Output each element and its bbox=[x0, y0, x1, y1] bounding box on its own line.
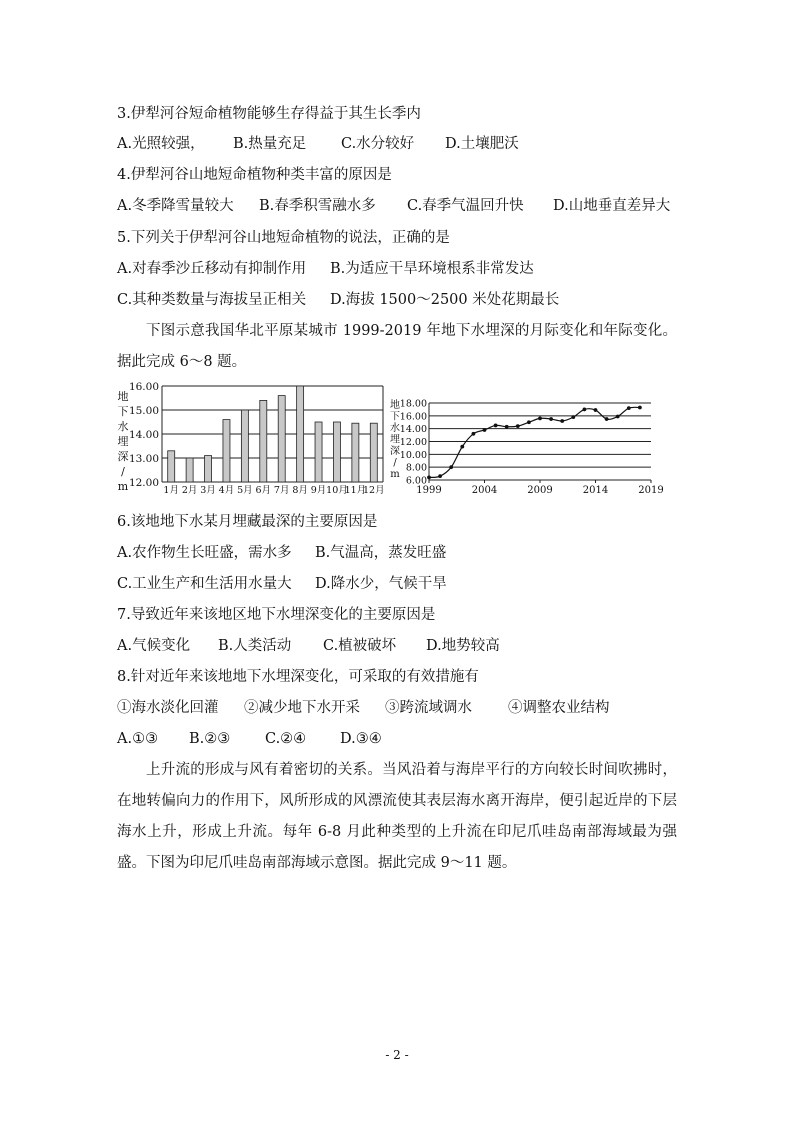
bar-y-tick-2: 14.00 bbox=[128, 429, 159, 441]
bar-x-label-3: 3月 bbox=[200, 485, 216, 496]
bar-y-axis-label-char-0: 地 bbox=[117, 390, 129, 403]
q3-option-b: B.热量充足 bbox=[233, 136, 307, 152]
q4-option-c: C.春季气温回升快 bbox=[407, 198, 524, 214]
q5-option-b: B.为适应干旱环境根系非常发达 bbox=[330, 261, 534, 277]
q8-option-b: B.②③ bbox=[189, 731, 231, 747]
line-point-2009 bbox=[538, 417, 542, 421]
bar-8 bbox=[297, 386, 304, 482]
bar-11 bbox=[352, 423, 359, 482]
q7-option-c: C.植被破坏 bbox=[323, 638, 397, 654]
q8-option-d: D.③④ bbox=[340, 731, 382, 747]
line-y-axis-label-char-1: 下 bbox=[390, 411, 400, 423]
bar-y-axis-label-char-2: 水 bbox=[117, 420, 129, 433]
line-x-tick-4: 2019 bbox=[638, 485, 664, 496]
bar-x-label-9: 9月 bbox=[310, 485, 327, 496]
page-number: - 2 - bbox=[385, 1048, 409, 1062]
line-point-2012 bbox=[571, 415, 575, 419]
line-y-axis-label-char-6: m bbox=[390, 469, 400, 480]
question-7-stem: 7.导致近年来该地区地下水埋深变化的主要原因是 bbox=[117, 607, 436, 623]
bar-y-tick-4: 16.00 bbox=[128, 381, 159, 393]
bar-4 bbox=[223, 420, 230, 482]
line-x-tick-2: 2009 bbox=[527, 485, 553, 496]
line-point-2004 bbox=[483, 428, 487, 432]
bar-10 bbox=[333, 422, 340, 482]
bar-5 bbox=[241, 410, 248, 482]
line-point-2013 bbox=[583, 408, 587, 412]
monthly-groundwater-bar-chart bbox=[115, 376, 390, 498]
line-y-axis-label-char-0: 地 bbox=[390, 400, 400, 411]
bar-x-label-2: 2月 bbox=[181, 485, 198, 496]
bar-x-label-5: 5月 bbox=[237, 485, 253, 496]
line-point-2007 bbox=[516, 424, 520, 428]
question-4-options bbox=[117, 196, 670, 216]
question-8-stem: 8.针对近年来该地地下水埋深变化，可采取的有效措施有 bbox=[117, 669, 479, 685]
bar-1 bbox=[168, 451, 175, 482]
q4-option-d: D.山地垂直差异大 bbox=[553, 198, 671, 214]
line-y-axis-label-char-5: / bbox=[393, 457, 397, 469]
intro-questions-6-8: 下图示意我国华北平原某城市 1999-2019 年地下水埋深的月际变化和年际变化。据此完成 6～8 题。 bbox=[117, 323, 677, 370]
bar-2 bbox=[186, 458, 193, 482]
q6-option-c: C.工业生产和生活用水量大 bbox=[117, 576, 292, 592]
q8-measure-1: ①海水淡化回灌 bbox=[117, 700, 219, 716]
line-y-tick-1: 8.00 bbox=[405, 462, 427, 474]
line-point-2016 bbox=[616, 415, 620, 419]
bar-x-label-12: 12月 bbox=[362, 485, 385, 496]
q3-option-a: A.光照较强， bbox=[117, 136, 205, 152]
line-point-2002 bbox=[460, 445, 464, 449]
q4-option-a: A.冬季降雪量较大 bbox=[117, 198, 234, 214]
line-x-tick-1: 2004 bbox=[471, 485, 498, 496]
line-point-2010 bbox=[549, 417, 553, 421]
question-3-options bbox=[117, 134, 519, 154]
q5-option-a: A.对春季沙丘移动有抑制作用 bbox=[117, 261, 307, 277]
bar-7 bbox=[278, 396, 285, 482]
bar-x-label-11: 11月 bbox=[344, 485, 367, 496]
bar-12 bbox=[370, 423, 377, 482]
bar-x-label-4: 4月 bbox=[218, 485, 235, 496]
question-5-options-row1 bbox=[117, 259, 534, 279]
line-point-2003 bbox=[472, 432, 476, 436]
q5-option-c: C.其种类数量与海拔呈正相关 bbox=[117, 292, 307, 308]
line-y-tick-4: 14.00 bbox=[399, 424, 427, 436]
annual-groundwater-line-chart bbox=[386, 395, 671, 497]
line-y-tick-0: 6.00 bbox=[405, 475, 427, 487]
line-point-2017 bbox=[627, 406, 631, 410]
bar-9 bbox=[315, 422, 322, 482]
q6-option-a: A.农作物生长旺盛，需水多 bbox=[117, 545, 292, 561]
line-x-tick-3: 2014 bbox=[582, 485, 609, 496]
bar-6 bbox=[260, 400, 267, 482]
question-3-stem: 3.伊犁河谷短命植物能够生存得益于其生长季内 bbox=[117, 106, 421, 122]
line-y-axis-label-char-4: 深 bbox=[390, 446, 400, 457]
q8-measure-3: ③跨流域调水 bbox=[385, 700, 472, 716]
q7-option-a: A.气候变化 bbox=[117, 638, 191, 654]
bar-y-axis-label-char-6: m bbox=[117, 480, 129, 493]
bar-y-axis-label-char-4: 深 bbox=[117, 450, 129, 463]
q6-option-b: B.气温高，蒸发旺盛 bbox=[315, 545, 447, 561]
line-point-2008 bbox=[527, 420, 531, 424]
q4-option-b: B.春季积雪融水多 bbox=[259, 198, 376, 214]
question-6-options-row2 bbox=[117, 574, 447, 594]
question-8-measures bbox=[117, 698, 610, 718]
bar-y-axis-label-char-1: 下 bbox=[117, 405, 129, 418]
line-point-2011 bbox=[560, 419, 564, 423]
question-5-stem: 5.下列关于伊犁河谷山地短命植物的说法，正确的是 bbox=[117, 230, 450, 246]
question-5-options-row2 bbox=[117, 290, 559, 310]
q8-measure-2: ②减少地下水开采 bbox=[244, 700, 360, 716]
q8-measure-4: ④调整农业结构 bbox=[508, 700, 610, 716]
q6-option-d: D.降水少，气候干旱 bbox=[315, 576, 447, 592]
bar-3 bbox=[205, 456, 212, 482]
q3-option-c: C.水分较好 bbox=[341, 136, 415, 152]
line-point-2018 bbox=[638, 406, 642, 410]
line-y-tick-6: 18.00 bbox=[399, 398, 427, 410]
bar-x-label-7: 7月 bbox=[273, 485, 290, 496]
question-6-options-row1 bbox=[117, 543, 446, 563]
line-y-axis-label-char-3: 埋 bbox=[390, 434, 400, 446]
question-7-options bbox=[117, 636, 500, 656]
line-point-2014 bbox=[594, 408, 598, 412]
line-y-tick-3: 12.00 bbox=[399, 437, 427, 448]
q3-option-d: D.土壤肥沃 bbox=[445, 136, 519, 152]
bar-x-label-6: 6月 bbox=[255, 485, 272, 496]
question-8-options bbox=[117, 729, 382, 749]
bar-y-axis-label-char-5: / bbox=[121, 465, 125, 478]
q8-option-a: A.①③ bbox=[117, 731, 159, 747]
bar-y-axis-label-char-3: 埋 bbox=[117, 435, 129, 448]
bar-y-tick-1: 13.00 bbox=[128, 453, 159, 465]
question-6-stem: 6.该地地下水某月埋藏最深的主要原因是 bbox=[117, 514, 378, 530]
line-y-axis-label-char-2: 水 bbox=[390, 423, 400, 434]
line-y-tick-5: 16.00 bbox=[399, 411, 427, 423]
line-point-2015 bbox=[605, 417, 609, 421]
bar-y-tick-3: 15.00 bbox=[128, 405, 159, 417]
bar-x-label-10: 10月 bbox=[326, 485, 348, 496]
q5-option-d: D.海拔 1500～2500 米处花期最长 bbox=[330, 292, 560, 308]
line-point-2006 bbox=[505, 425, 509, 429]
q7-option-d: D.地势较高 bbox=[426, 638, 500, 654]
q8-option-c: C.②④ bbox=[265, 731, 307, 747]
line-point-2001 bbox=[449, 465, 453, 469]
bar-y-tick-0: 12.00 bbox=[128, 477, 159, 489]
intro-questions-9-11: 上升流的形成与风有着密切的关系。当风沿着与海岸平行的方向较长时间吹拂时，在地转偏向力的作用下，风所形成的风漂流使其表层海水离开海岸，便引起近岸的下层海水上升，形成上升流。每年 6-8 月此种类型的上升流在印尼爪哇岛南部海域最为强盛。下图为印尼爪哇岛南部海域示意图。据此完成 9～11 题。 bbox=[117, 762, 677, 871]
q7-option-b: B.人类活动 bbox=[218, 638, 292, 654]
question-4-stem: 4.伊犁河谷山地短命植物种类丰富的原因是 bbox=[117, 167, 392, 183]
line-point-2000 bbox=[438, 474, 442, 478]
line-point-1999 bbox=[427, 476, 431, 480]
line-y-tick-2: 10.00 bbox=[399, 449, 427, 461]
bar-x-label-8: 8月 bbox=[292, 485, 308, 496]
line-x-tick-0: 1999 bbox=[416, 485, 442, 496]
bar-x-label-1: 1月 bbox=[163, 485, 179, 496]
line-point-2005 bbox=[494, 424, 498, 428]
